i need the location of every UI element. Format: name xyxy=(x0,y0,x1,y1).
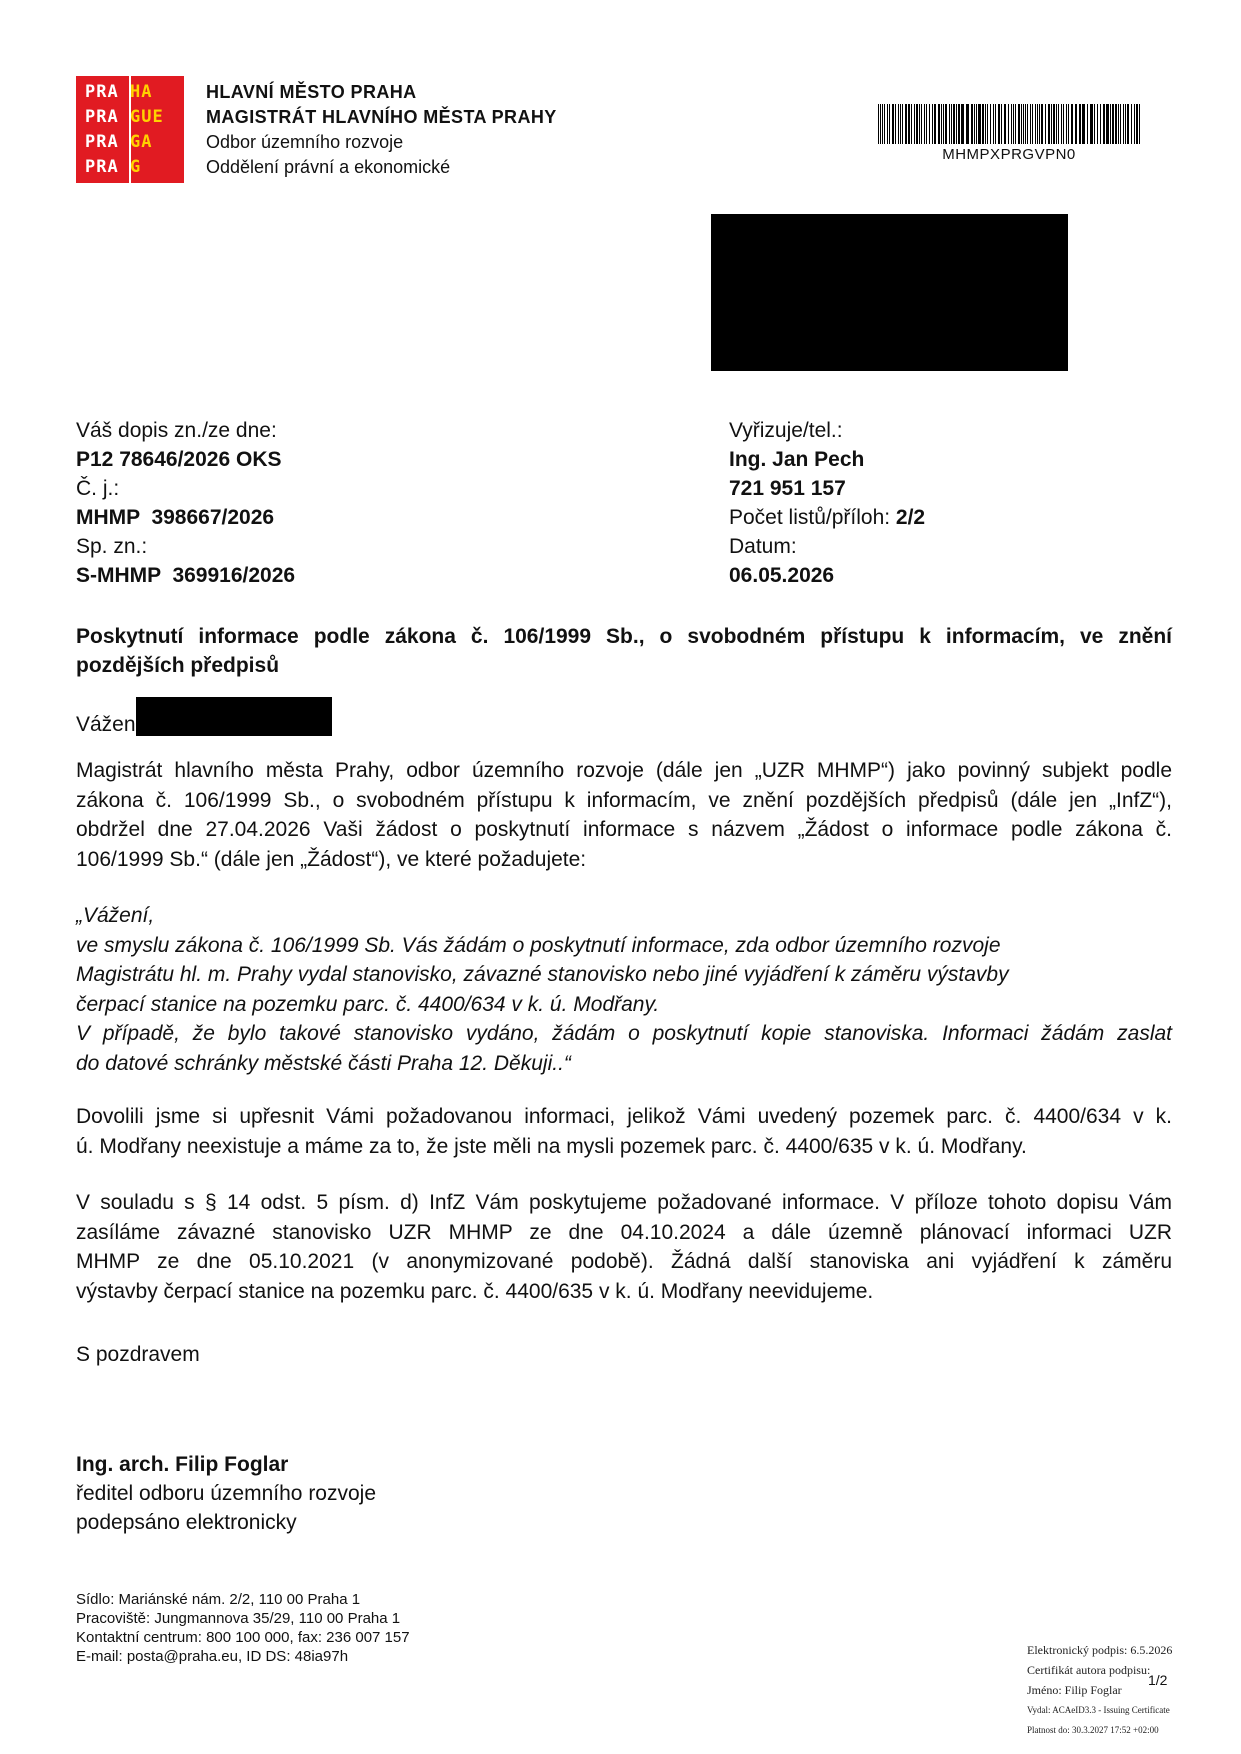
letter-subject xyxy=(76,622,1172,680)
reference-left xyxy=(76,416,295,590)
signature-note: podepsáno elektronicky xyxy=(76,1511,297,1534)
paragraph-line: ú. Modřany neexistuje a máme za to, že jste měli na mysli pozemek parc. č. 4400/635 v k. ú. Modřany. xyxy=(76,1134,1027,1158)
paragraph-line: zasíláme závazné stanovisko UZR MHMP ze dne 04.10.2024 a dále územně plánovací informaci UZR xyxy=(76,1220,1172,1244)
paragraph-clarification xyxy=(76,1102,1172,1161)
your-letter-label: Váš dopis zn./ze dne: xyxy=(76,419,277,442)
quote-line: do datové schránky městské části Praha 12. Děkuji..“ xyxy=(76,1051,571,1075)
quote-line: ve smyslu zákona č. 106/1999 Sb. Vás žádám o poskytnutí informace, zda odbor územního rozvoje xyxy=(76,933,1001,957)
footer-workplace: Pracoviště: Jungmannova 35/29, 110 00 Praha 1 xyxy=(76,1610,401,1627)
logo-row: PRA G xyxy=(85,157,142,177)
your-letter-value: P12 78646/2026 OKS xyxy=(76,448,282,471)
subject-line: Poskytnutí informace podle zákona č. 106/1999 Sb., o svobodném přístupu k informacím, ve znění xyxy=(76,625,1172,648)
redacted-address-block xyxy=(711,214,1068,371)
org-magistrate: MAGISTRÁT HLAVNÍHO MĚSTA PRAHY xyxy=(206,107,557,127)
reference-number-value: MHMP 398667/2026 xyxy=(76,506,275,529)
paragraph-line: V souladu s § 14 odst. 5 písm. d) InfZ Vám poskytujeme požadované informace. V příloze tohoto dopisu Vám xyxy=(76,1191,1172,1214)
handled-by-label: Vyřizuje/tel.: xyxy=(729,419,843,442)
org-department: Odbor územního rozvoje xyxy=(206,132,404,152)
reference-right xyxy=(729,416,925,590)
logo-row: PRA GUE xyxy=(85,107,164,127)
signer-name: Ing. arch. Filip Foglar xyxy=(76,1453,289,1476)
paragraph-line: obdržel dne 27.04.2026 Vaši žádost o poskytnutí informace s názvem „Žádost o informace podle zákona č. xyxy=(76,818,1172,841)
footer-email: E-mail: posta@praha.eu, ID DS: 48ia97h xyxy=(76,1648,349,1665)
paragraph-line: Magistrát hlavního města Prahy, odbor územního rozvoje (dále jen „UZR MHMP“) jako povinný subjekt podle xyxy=(76,759,1172,782)
barcode xyxy=(878,104,1140,144)
esign-certificate: Certifikát autora podpisu: xyxy=(1027,1663,1151,1677)
paragraph-line: výstavby čerpací stanice na pozemku parc. č. 4400/635 v k. ú. Modřany neevidujeme. xyxy=(76,1279,874,1303)
subject-line: pozdějších předpisů xyxy=(76,654,280,677)
handled-by-value: Ing. Jan Pech xyxy=(729,448,865,471)
footer-contacts xyxy=(76,1590,410,1666)
esign-name: Jméno: Filip Foglar xyxy=(1027,1683,1122,1697)
date-value: 06.05.2026 xyxy=(729,564,835,587)
signer-role: ředitel odboru územního rozvoje xyxy=(76,1482,377,1505)
quote-line: „Vážení, xyxy=(76,904,155,927)
logo-row: PRA GA xyxy=(85,132,153,152)
quoted-request xyxy=(76,901,1172,1078)
org-name: HLAVNÍ MĚSTO PRAHA xyxy=(206,82,417,102)
paragraph-line: MHMP ze dne 05.10.2021 (v anonymizované podobě). Žádná další stanoviska ani vyjádření k záměru xyxy=(76,1250,1172,1273)
org-section: Oddělení právní a ekonomické xyxy=(206,157,451,177)
paragraph-line: Dovolili jsme si upřesnit Vámi požadovanou informaci, jelikož Vámi uvedený pozemek parc. č. 4400/634 v k. xyxy=(76,1105,1172,1128)
paragraph-request xyxy=(76,756,1172,874)
logo-row: PRA HA xyxy=(85,82,153,102)
quote-line: čerpací stanice na pozemku parc. č. 4400/634 v k. ú. Modřany. xyxy=(76,992,660,1016)
quote-line: V případě, že bylo takové stanovisko vydáno, žádám o poskytnutí kopie stanoviska. Informaci žádám zaslat xyxy=(76,1022,1172,1045)
signature-block xyxy=(76,1450,376,1537)
date-label: Datum: xyxy=(729,535,797,558)
page-number: 1/2 xyxy=(1148,1672,1168,1688)
barcode-text: MHMPXPRGVPN0 xyxy=(942,146,1076,163)
footer-address: Sídlo: Mariánské nám. 2/2, 110 00 Praha 1 xyxy=(76,1591,361,1608)
praha-logo xyxy=(76,76,184,183)
esign-validity: Platnost do: 30.3.2027 17:52 +02:00 xyxy=(1027,1725,1159,1735)
sheet-count: Počet listů/příloh: 2/2 xyxy=(729,506,926,529)
esign-date: Elektronický podpis: 6.5.2026 xyxy=(1027,1643,1173,1657)
organization-header xyxy=(206,80,557,180)
file-number-value: S-MHMP 369916/2026 xyxy=(76,564,296,587)
paragraph-line: 106/1999 Sb.“ (dále jen „Žádost“), ve které požadujete: xyxy=(76,847,587,871)
reference-number-label: Č. j.: xyxy=(76,477,120,500)
footer-contact-center: Kontaktní centrum: 800 100 000, fax: 236 007 157 xyxy=(76,1629,410,1646)
phone-value: 721 951 157 xyxy=(729,477,846,500)
file-number-label: Sp. zn.: xyxy=(76,535,148,558)
quote-line: Magistrátu hl. m. Prahy vydal stanovisko, závazné stanovisko nebo jiné vyjádření k záměru výstavby xyxy=(76,963,1009,986)
electronic-signature-stamp xyxy=(1027,1640,1172,1740)
redacted-recipient-name xyxy=(136,697,332,736)
salutation: Vážen xyxy=(76,713,136,736)
paragraph-line: zákona č. 106/1999 Sb., o svobodném přístupu k informacím, ve znění pozdějších předpisů (dále jen „InfZ“), xyxy=(76,788,1172,812)
closing: S pozdravem xyxy=(76,1343,200,1366)
paragraph-response xyxy=(76,1188,1172,1306)
esign-issuer: Vydal: ACAeID3.3 - Issuing Certificate xyxy=(1027,1705,1170,1715)
